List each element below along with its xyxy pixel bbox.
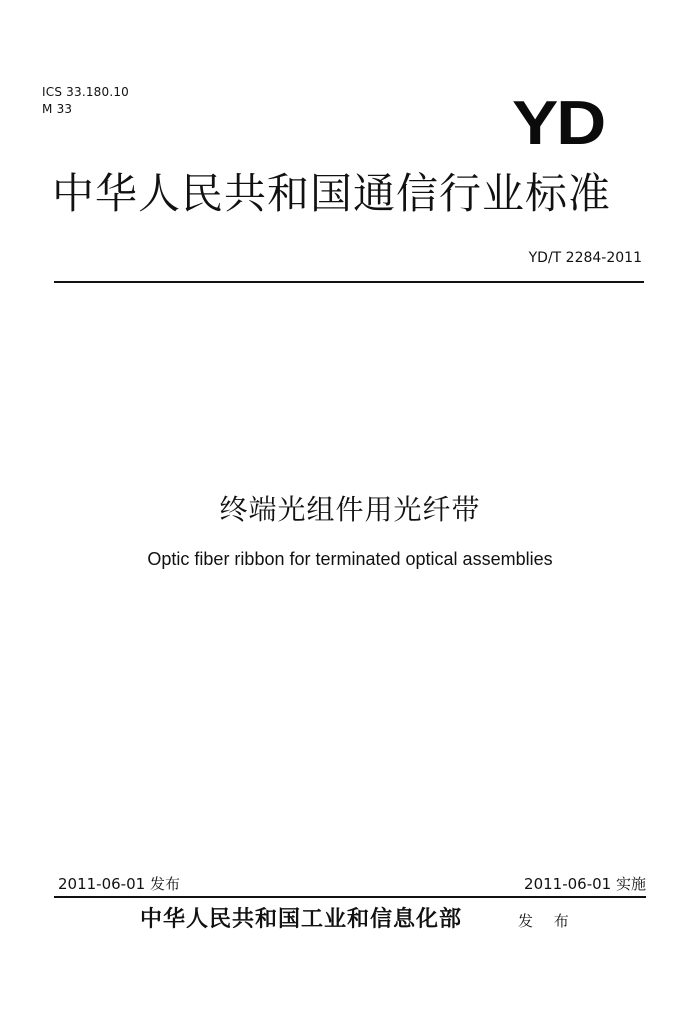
standard-number: YD/T 2284-2011 xyxy=(528,250,642,266)
yd-logo: YD xyxy=(512,89,604,158)
classification-block xyxy=(42,84,129,118)
ics-code: ICS 33.180.10 xyxy=(42,85,130,99)
organization-title: 中华人民共和国通信行业标准 xyxy=(52,169,612,218)
document-title-en: Optic fiber ribbon for terminated optical assemblies xyxy=(147,549,553,569)
issue-date: 2011-06-01 发布 xyxy=(58,875,180,893)
implement-date: 2011-06-01 实施 xyxy=(524,875,646,893)
document-title-cn: 终端光组件用光纤带 xyxy=(219,493,481,526)
category-code: M 33 xyxy=(42,102,73,116)
bottom-divider xyxy=(54,896,646,898)
publisher-suffix: 发 布 xyxy=(518,912,577,930)
top-divider xyxy=(54,281,644,283)
publisher-name: 中华人民共和国工业和信息化部 xyxy=(140,906,463,932)
